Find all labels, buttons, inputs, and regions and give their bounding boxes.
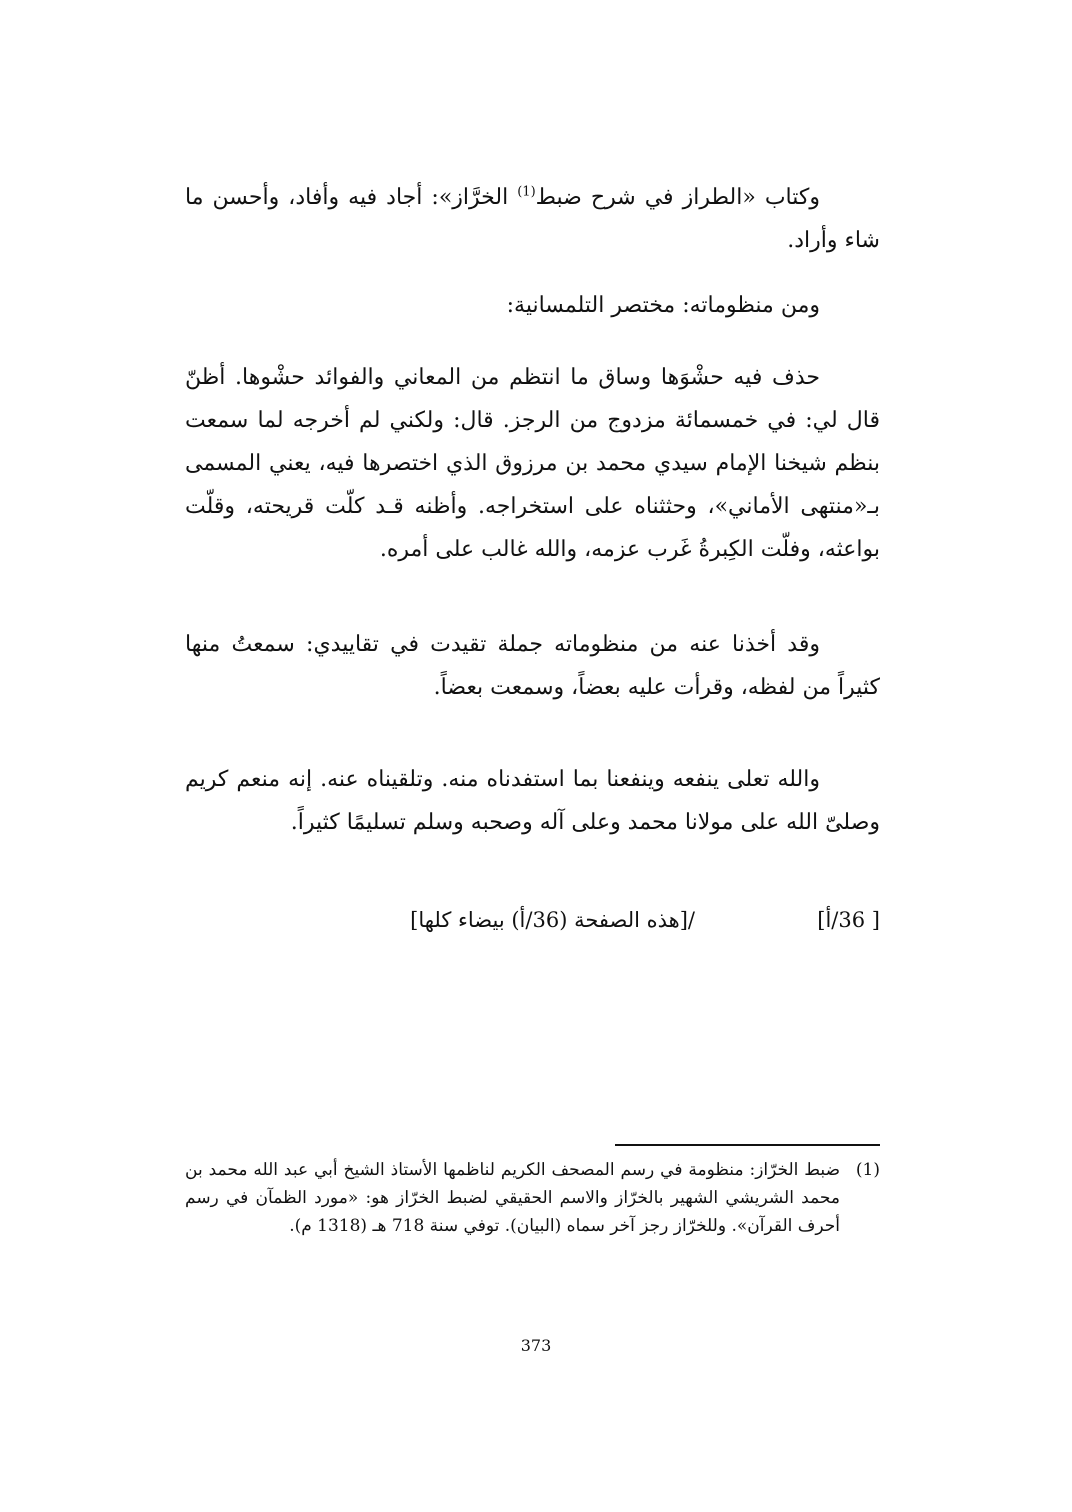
paragraph-text: وقد أخذنا عنه من منظوماته جملة تقيدت في تقاييدي: سمعتُ منها كثيراً من لفظه، وقرأت عليه بعضاً، وسمعت بعضاً. <box>185 632 880 700</box>
paragraph-book-tiraz <box>185 176 880 262</box>
paragraph-text: الخرَّاز»: أجاد فيه وأفاد، وأحسن ما شاء وأراد. <box>185 185 880 253</box>
footnote-separator <box>615 1144 880 1146</box>
paragraph-poems-intro <box>185 284 880 327</box>
paragraph-text: حذف فيه حشْوَها وساق ما انتظم من المعاني والفوائد حشْوها. أظنّ قال لي: في خمسمائة مزدوج من الرجز. قال: ولكني لم أخرجه لما سمعت بنظم شيخنا الإمام سيدي محمد بن مرزوق الذي اختصرها فيه، يعني المسمى بـ«منتهى الأماني»، وحثثناه على استخراجه. وأظنه قـد كلّت قريحته، وقلّت بواعثه، وفلّت الكِبرةُ غَرب عزمه، والله غالب على أمره. <box>185 365 880 562</box>
folio-marker: [ 36/أ] <box>817 908 880 932</box>
paragraph-taqayid <box>185 623 880 709</box>
paragraph-text: ومن منظوماته: مختصر التلمسانية: <box>506 293 820 318</box>
page-number: 373 <box>520 1336 552 1355</box>
paragraph-tilimsaniya <box>185 356 880 571</box>
footnote-reference: (1) <box>517 184 536 200</box>
footnote-number: (1) <box>855 1160 880 1180</box>
footnote-text: ضبط الخرّاز: منظومة في رسم المصحف الكريم لناظمها الأستاذ الشيخ أبي عبد الله محمد بن محمد الشريشي الشهير بالخرّاز والاسم الحقيقي لضبط الخرّاز هو: «مورد الظمآن في رسم أحرف القرآن». وللخرّاز رجز آخر سماه (البيان). توفي سنة 718 هـ (1318 م). <box>185 1160 840 1236</box>
footnote <box>185 1156 880 1240</box>
paragraph-text: وكتاب «الطراز في شرح ضبط <box>535 185 820 210</box>
paragraph-text: والله تعلى ينفعه وينفعنا بما استفدناه منه. وتلقيناه عنه. إنه منعم كريم وصلىّ الله على مولانا محمد وعلى آله وصحبه وسلم تسليمًا كثيراً. <box>185 767 880 835</box>
paragraph-closing-prayer <box>185 758 880 844</box>
folio-marker-line <box>185 900 880 940</box>
blank-page-note: /[هذه الصفحة (36/أ) بيضاء كلها] <box>410 908 695 932</box>
